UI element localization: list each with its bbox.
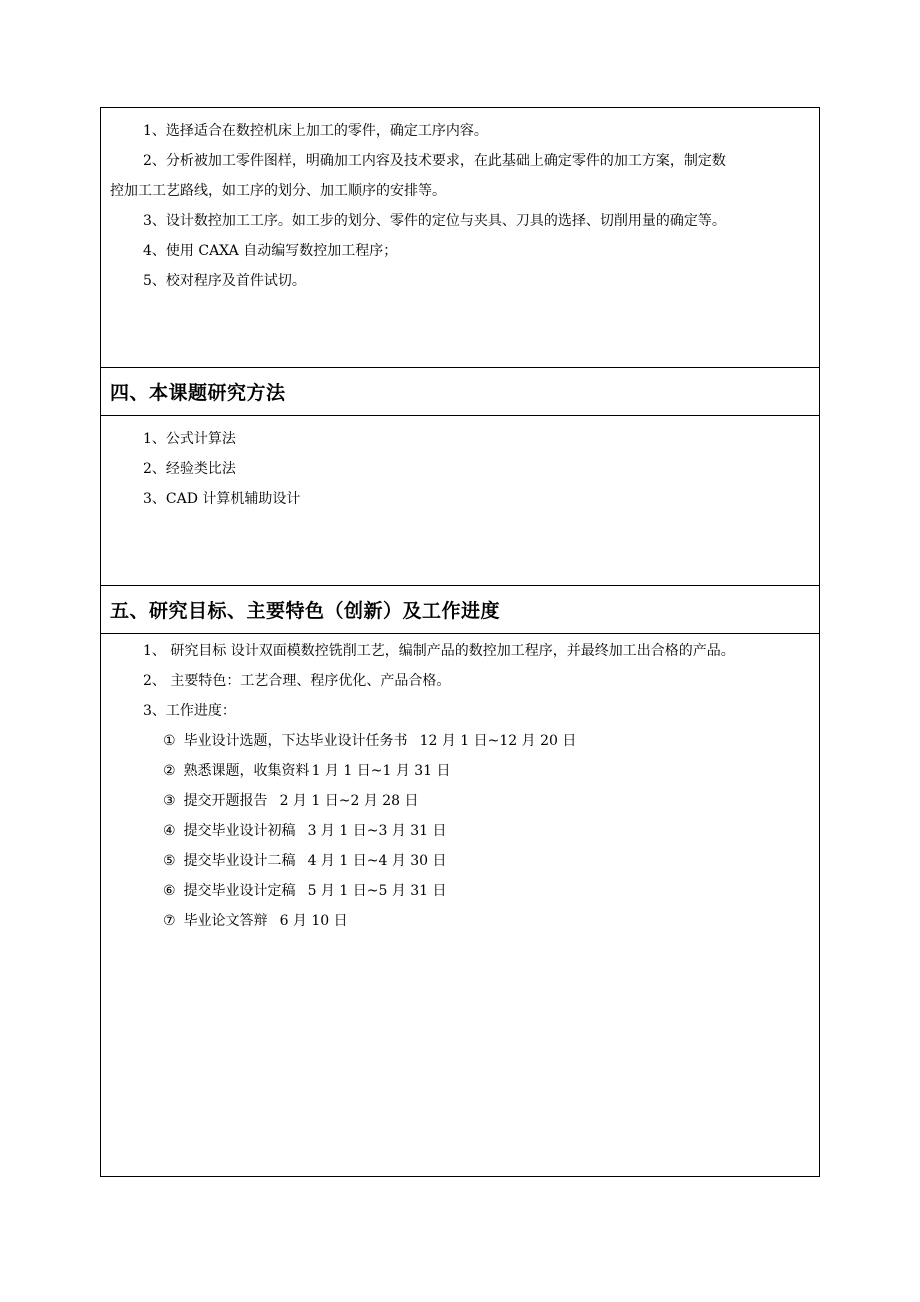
section5-heading: 五、研究目标、主要特色（创新）及工作进度 — [110, 600, 501, 622]
schedule-item-number: ② — [163, 763, 176, 779]
schedule-item-task: 提交毕业设计定稿 — [183, 883, 296, 899]
schedule-item-date: 2 月 1 日~2 月 28 日 — [279, 793, 419, 809]
schedule-item-number: ③ — [163, 793, 176, 809]
schedule-item-date: 12 月 1 日~12 月 20 日 — [419, 733, 577, 749]
section4-item-2: 2、经验类比法 — [143, 461, 236, 477]
section5-item-1: 1、 研究目标 设计双面模数控铣削工艺，编制产品的数控加工程序，并最终加工出合格的产品。 — [143, 643, 735, 659]
section4-heading-cell — [101, 368, 819, 416]
schedule-item-3 — [101, 786, 819, 816]
schedule-item-task: 提交开题报告 — [183, 793, 268, 809]
schedule-item-1 — [101, 726, 819, 756]
section3-item-1: 1、选择适合在数控机床上加工的零件，确定工序内容。 — [143, 123, 488, 139]
schedule-item-task: 毕业设计选题，下达毕业设计任务书 — [183, 733, 408, 749]
section5-item-3: 3、工作进度： — [143, 703, 236, 719]
schedule-item-2 — [101, 756, 819, 786]
section3-item-4: 4、使用 CAXA 自动编写数控加工程序； — [143, 243, 398, 259]
section5-heading-cell — [101, 586, 819, 634]
schedule-item-task: 熟悉课题，收集资料 — [183, 763, 310, 779]
section3-content-cell — [101, 108, 819, 368]
section5-item-2: 2、 主要特色：工艺合理、程序优化、产品合格。 — [143, 673, 451, 689]
schedule-item-date: 1 月 1 日~1 月 31 日 — [311, 763, 451, 779]
schedule-item-task: 提交毕业设计初稿 — [183, 823, 296, 839]
schedule-item-date: 4 月 1 日~4 月 30 日 — [307, 853, 447, 869]
schedule-item-number: ① — [163, 733, 176, 749]
section5-content-cell — [101, 634, 819, 1176]
section3-item-3: 3、设计数控加工工序。如工步的划分、零件的定位与夹具、刀具的选择、切削用量的确定等。 — [143, 213, 726, 229]
section4-content-cell — [101, 416, 819, 586]
schedule-item-6 — [101, 876, 819, 906]
schedule-item-number: ⑥ — [163, 883, 176, 899]
section4-item-3: 3、CAD 计算机辅助设计 — [143, 491, 301, 507]
schedule-item-number: ④ — [163, 823, 176, 839]
schedule-item-task: 提交毕业设计二稿 — [183, 853, 296, 869]
section4-heading: 四、本课题研究方法 — [110, 382, 286, 404]
schedule-item-7 — [101, 906, 819, 936]
section3-item-2: 2、分析被加工零件图样，明确加工内容及技术要求，在此基础上确定零件的加工方案，制定数 — [143, 153, 726, 169]
schedule-item-task: 毕业论文答辩 — [183, 913, 268, 929]
schedule-item-number: ⑦ — [163, 913, 176, 929]
schedule-item-date: 5 月 1 日~5 月 31 日 — [307, 883, 447, 899]
schedule-item-5 — [101, 846, 819, 876]
schedule-item-date: 6 月 10 日 — [279, 913, 348, 929]
section4-item-1: 1、公式计算法 — [143, 431, 236, 447]
report-form-table — [100, 107, 820, 1177]
section3-item-2-continued: 控加工工艺路线，如工序的划分、加工顺序的安排等。 — [110, 183, 446, 199]
schedule-item-date: 3 月 1 日~3 月 31 日 — [307, 823, 447, 839]
schedule-item-4 — [101, 816, 819, 846]
section3-item-5: 5、校对程序及首件试切。 — [143, 273, 306, 289]
schedule-item-number: ⑤ — [163, 853, 176, 869]
